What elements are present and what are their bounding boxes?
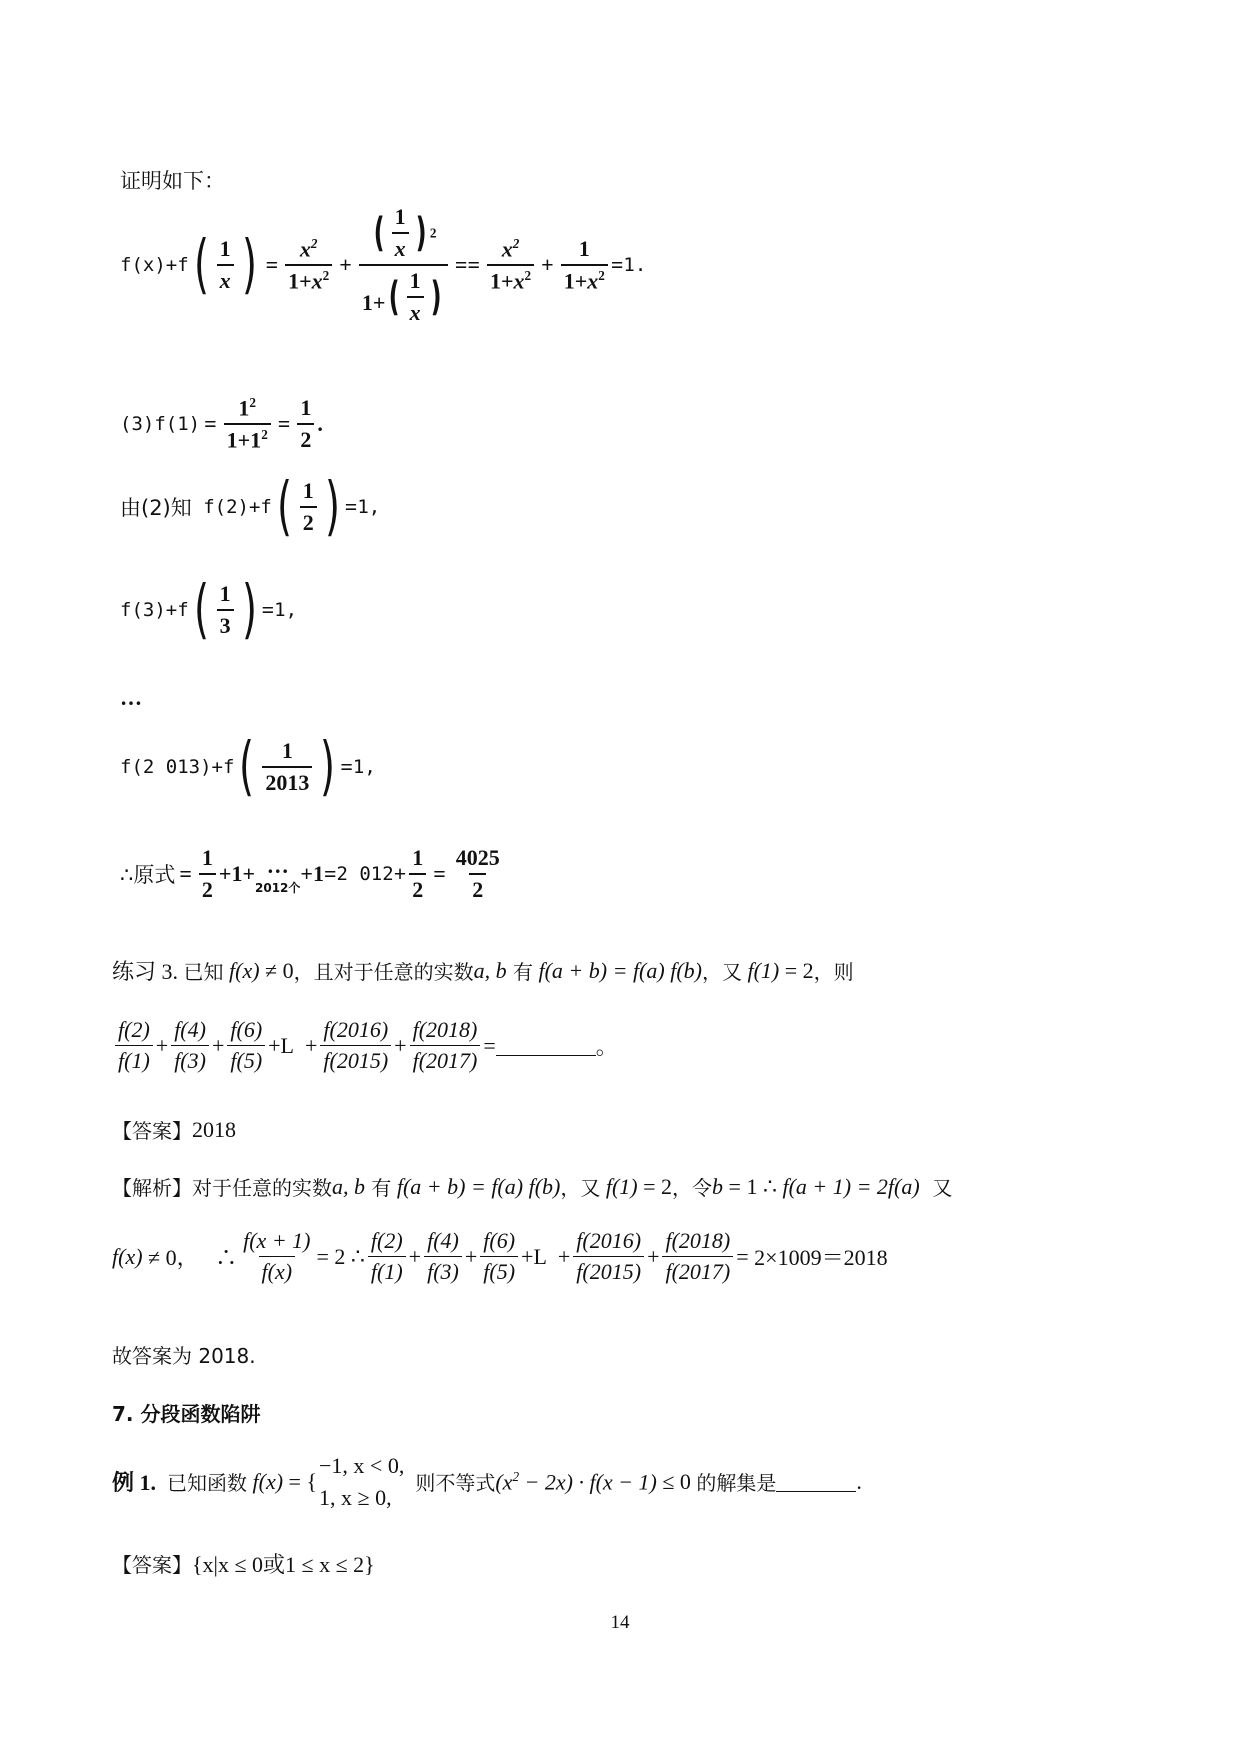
equation-f1: (3) f(1) = $\frac{1^2}{1+1^2}$ = $\frac{1}{2}$ . [120, 395, 323, 453]
exercise-3-answer: 【答案】 2018 [112, 1116, 236, 1143]
exercise-3-conclusion: 故答案为 2018. [112, 1344, 256, 1368]
answer-blank [496, 1035, 596, 1056]
page-number: 14 [610, 1612, 630, 1633]
exercise-3-sum: $\frac{f(2)}{f(1)}$ + $\frac{f(4)}{f(3)}$ + $\frac{f(6)}{f(5)}$ +L + $\frac{f(2016)}{f(2015)}$ + $\frac{f(2018)}{f(2017)}$ = 。 [112, 1017, 618, 1074]
equation-f2013: f(2 013)+f ( $\frac{1}{2013}$ ) = 1, [120, 730, 376, 804]
example-answer-blank [776, 1471, 856, 1492]
exercise-3-statement: 练习 3. 已知 f(x) ≠ 0 ，且对于任意的实数 a, b 有 f(a + b) = f(a) f(b) ，又 f(1) = 2 ，则 [112, 957, 854, 984]
piecewise-cases: −1, x < 0, 1, x ≥ 0, [319, 1453, 405, 1510]
exercise-3-analysis: 【解析】 对于任意的实数 a, b 有 f(a + b) = f(a) f(b) ，又 f(1) = 2 ，令 b = 1 ∴ f(a + 1) = 2f(a) 又 [112, 1173, 953, 1200]
section-7-title: 7. 分段函数陷阱 [112, 1402, 261, 1426]
equation-f2: 由(2)知 f(2)+f ( $\frac{1}{2}$ ) = 1, [120, 470, 381, 544]
example-1-answer: 【答案】 {x|x ≤ 0或1 ≤ x ≤ 2} [112, 1552, 375, 1577]
proof-intro: 证明如下： [120, 169, 225, 193]
equation-total: ∴原式 = $\frac{1}{2}$ +1+ … 2012个 +1= 2 012 + $\frac{1}{2}$ = $\frac{4025}{2}$ [120, 845, 500, 902]
example-1-statement: 例 1. 已知函数 f(x) = { −1, x < 0, 1, x ≥ 0, 则不等式 $(x^2 - 2x) \cdot f(x - 1)$ ≤ 0 的解集是 . [112, 1450, 862, 1514]
equation-f3: f(3)+f ( $\frac{1}{3}$ ) = 1, [120, 573, 298, 647]
exercise-3-derivation: f(x) ≠ 0， ∴ $\frac{f(x + 1)}{f(x)}$ = 2 ∴ $\frac{f(2)}{f(1)}$ + $\frac{f(4)}{f(3)}$ + $\frac{f(6)}{f(5)}$ +L + $\frac{f(2016)}{f(2015)}$ + $\frac{f(2018)}{f(2017)}$ = 2×1009＝2018 [112, 1228, 888, 1284]
equation-fx-plus-f-reciprocal: f(x)+f ( $\frac{1}{x}$ ) = $\frac{x^2}{1+x^2}$ + ( $\frac{1}{x}$ ) $^2$ 1+ ( $\frac{1}{x}$ ) == $\frac{x^2}{1+x^2}$ + $\frac{1}{1+x^2}$ = 1. [120, 204, 647, 325]
ellipsis-line: … [120, 685, 142, 710]
repeated-term: … 2012个 [255, 852, 301, 895]
